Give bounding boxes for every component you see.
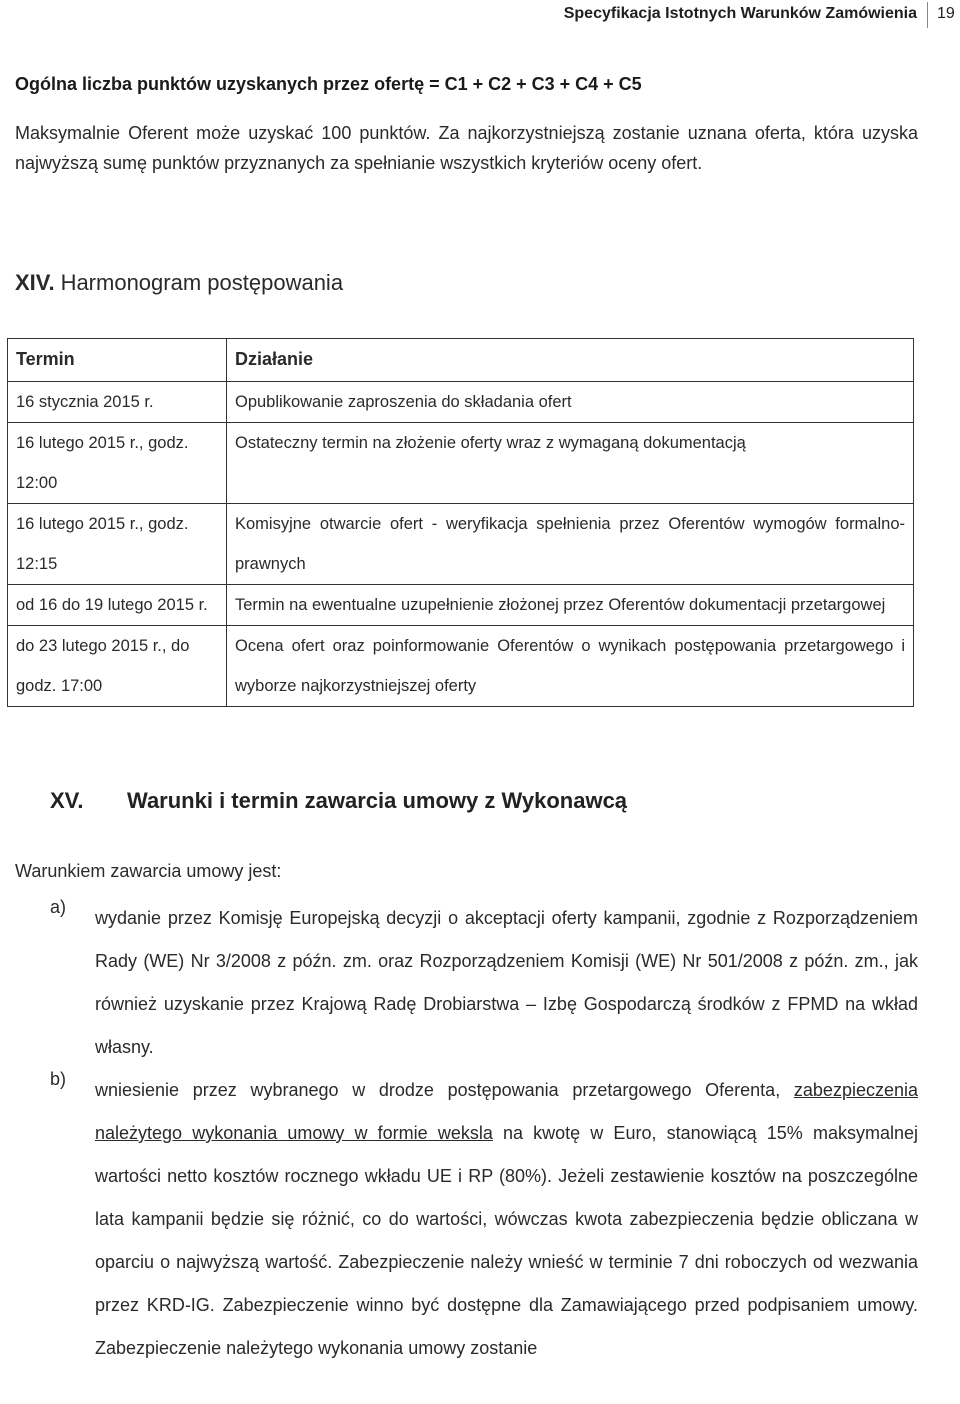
- list-marker: b): [50, 1069, 67, 1089]
- action-cell: Opublikowanie zaproszenia do składania ofert: [227, 382, 914, 423]
- term-cell: 16 lutego 2015 r., godz. 12:15: [8, 504, 227, 585]
- document-title: Specyfikacja Istotnych Warunków Zamówienia: [563, 5, 917, 22]
- column-header-action: Działanie: [227, 339, 914, 382]
- page-header: [0, 0, 960, 32]
- list-item-text: [95, 1069, 918, 1370]
- term-cell: 16 stycznia 2015 r.: [8, 382, 227, 423]
- list-marker: a): [50, 897, 67, 917]
- schedule-table: [7, 338, 914, 707]
- table-header-row: [8, 339, 914, 382]
- section-number: XIV.: [15, 270, 55, 295]
- text-segment: na kwotę w Euro, stanowiącą 15% maksymalnej wartości netto kosztów rocznego wkładu UE i RP (80%). Jeżeli zestawienie kosztów na poszczególne lata kampanii będzie się różnić, co do wartości, wówczas kwota zabezpieczenia będzie obliczana w oparciu o najwyższą wartość. Zabezpieczenie należy wnieść w terminie 7 dni roboczych od wezwania przez KRD-IG. Zabezpieczenie winno być dostępne dla Zamawiającego przed podpisaniem umowy. Zabezpieczenie należytego wykonania umowy zostanie: [95, 1123, 918, 1358]
- action-cell: Ostateczny termin na złożenie oferty wraz z wymaganą dokumentacją: [227, 423, 914, 504]
- conditions-intro: Warunkiem zawarcia umowy jest:: [15, 861, 282, 881]
- section-heading-harmonogram: [15, 270, 343, 296]
- header-divider: [927, 2, 928, 28]
- points-formula: Ogólna liczba punktów uzyskanych przez ofertę = C1 + C2 + C3 + C4 + C5: [15, 74, 642, 94]
- section-heading-warunki: [50, 788, 627, 814]
- term-cell: 16 lutego 2015 r., godz. 12:00: [8, 423, 227, 504]
- term-cell: do 23 lutego 2015 r., do godz. 17:00: [8, 626, 227, 707]
- max-points-paragraph: Maksymalnie Oferent może uzyskać 100 punktów. Za najkorzystniejszą zostanie uznana oferta, która uzyska najwyższą sumę punktów przyznanych za spełnianie wszystkich kryteriów oceny ofert.: [15, 123, 918, 173]
- list-item-text: wydanie przez Komisję Europejską decyzji o akceptacji oferty kampanii, zgodnie z Rozporządzeniem Rady (WE) Nr 3/2008 z późn. zm. oraz Rozporządzeniem Komisji (WE) Nr 501/2008 z późn. zm., jak również uzyskanie przez Krajową Radę Drobiarstwa – Izbę Gospodarczą środków z FPMD na wkład własny.: [95, 908, 918, 1057]
- column-header-term: Termin: [8, 339, 227, 382]
- action-cell: Ocena ofert oraz poinformowanie Oferentów o wynikach postępowania przetargowego i wyborze najkorzystniejszej oferty: [227, 626, 914, 707]
- section-title: Harmonogram postępowania: [60, 270, 344, 295]
- action-cell: Termin na ewentualne uzupełnienie złożonej przez Oferentów dokumentacji przetargowej: [227, 585, 914, 626]
- table-row: [8, 585, 914, 626]
- action-cell: Komisyjne otwarcie ofert - weryfikacja spełnienia przez Oferentów wymogów formalno-prawnych: [227, 504, 914, 585]
- section-title: Warunki i termin zawarcia umowy z Wykonawcą: [127, 788, 628, 813]
- text-segment: wniesienie przez wybranego w drodze postępowania przetargowego Oferenta,: [95, 1080, 781, 1100]
- table-row: [8, 504, 914, 585]
- page-number: 19: [937, 5, 955, 22]
- underlined-text: zabezpieczenia należytego wykonania umowy w formie weksla: [95, 1080, 918, 1143]
- table-row: [8, 626, 914, 707]
- section-number: XV.: [50, 788, 84, 813]
- table-row: [8, 382, 914, 423]
- term-cell: od 16 do 19 lutego 2015 r.: [8, 585, 227, 626]
- table-row: [8, 423, 914, 504]
